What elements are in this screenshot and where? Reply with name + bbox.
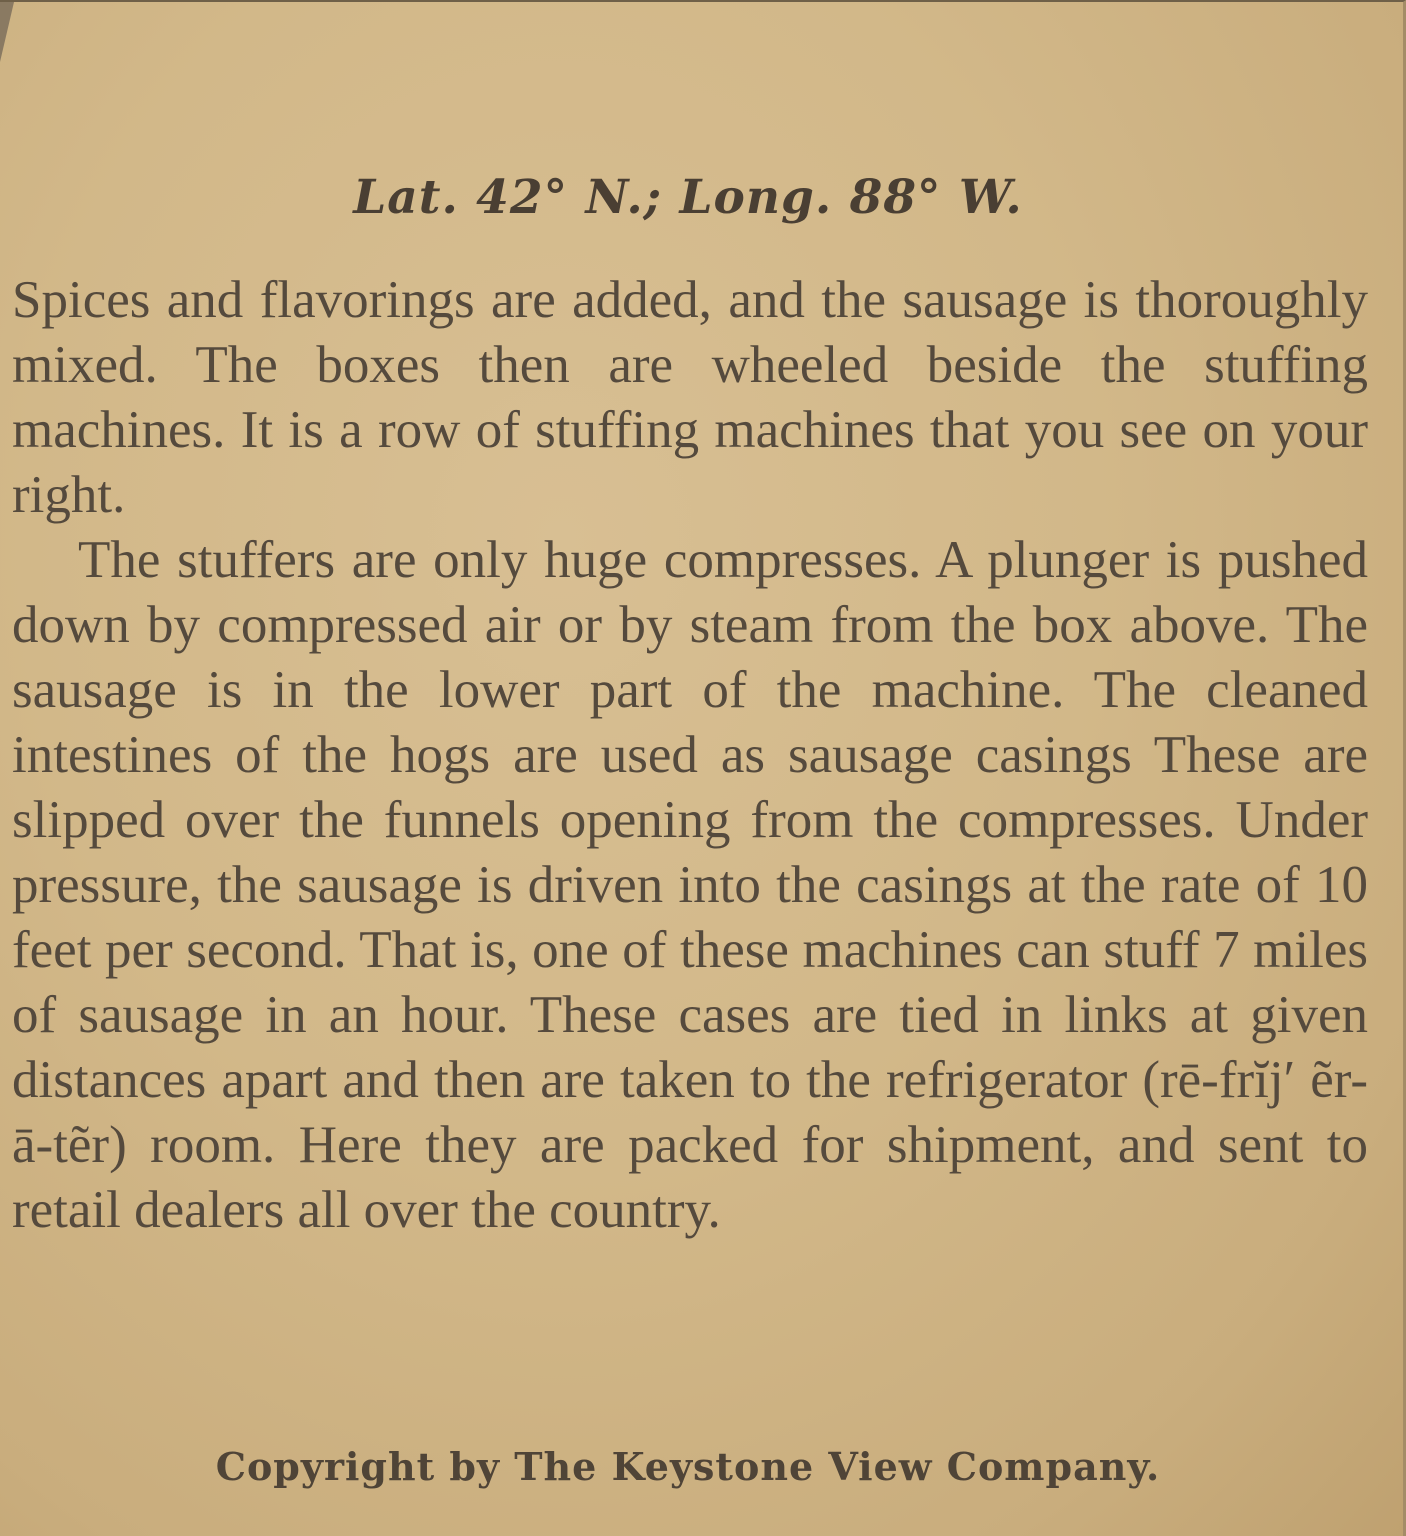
coordinates-heading: Lat. 42° N.; Long. 88° W. bbox=[353, 170, 1023, 225]
paragraph-1: Spices and flavorings are added, and the sausage is thoroughly mixed. The boxes then are wheeled beside the stuffing machines. It is a row of stuffing machines that you see on your right. bbox=[12, 271, 1368, 524]
description-text bbox=[12, 268, 1368, 1243]
copyright-notice: Copyright by The Keystone View Company. bbox=[215, 1444, 1161, 1489]
paragraph-2: The stuffers are only huge compresses. A plunger is pushed down by compressed air or by steam from the box above. The sausage is in the lower part of the machine. The cleaned intestines of the hogs are used as sausage casings These are slipped over the funnels opening from the compresses. Under pressure, the sausage is driven into the casings at the rate of 10 feet per second. That is, one of these machines can stuff 7 miles of sausage in an hour. These cases are tied in links at given distances apart and then are taken to the refrigerator (rē-frĭj′ ẽr-ā-tẽr) room. Here they are packed for shipment, and sent to retail dealers all over the country. bbox=[12, 531, 1368, 1239]
